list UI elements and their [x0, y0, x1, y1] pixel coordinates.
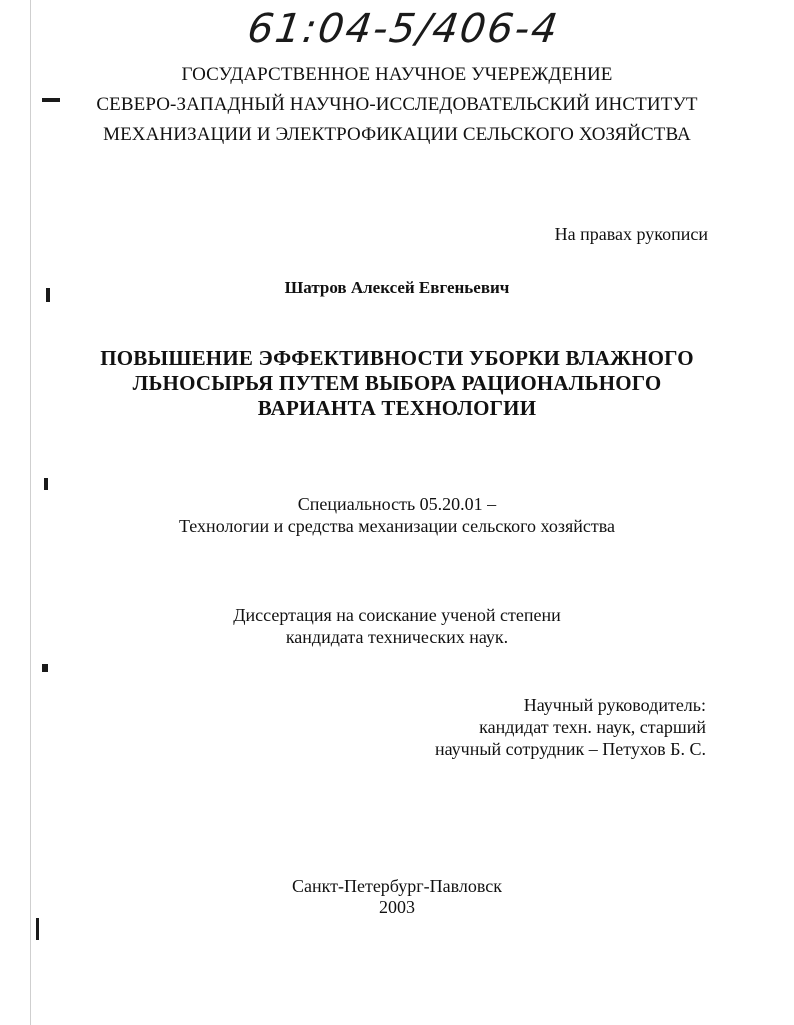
scan-mark: [42, 664, 48, 672]
scan-mark: [36, 918, 39, 940]
title-line-2: ЛЬНОСЫРЬЯ ПУТЕМ ВЫБОРА РАЦИОНАЛЬНОГО: [132, 371, 662, 395]
author-name: Шатров Алексей Евгеньевич: [284, 278, 510, 297]
institution-line-1: ГОСУДАРСТВЕННОЕ НАУЧНОЕ УЧЕРЕЖДЕНИЕ: [181, 64, 613, 85]
title-line-3: ВАРИАНТА ТЕХНОЛОГИИ: [257, 396, 537, 420]
dissertation-line-1: Диссертация на соискание ученой степени: [233, 605, 561, 625]
scan-mark: [44, 478, 48, 490]
publication-year: 2003: [379, 897, 415, 917]
title-line-1: ПОВЫШЕНИЕ ЭФФЕКТИВНОСТИ УБОРКИ ВЛАЖНОГО: [100, 346, 694, 370]
supervisor-line-3: научный сотрудник – Петухов Б. С.: [434, 739, 706, 759]
institution-line-3: МЕХАНИЗАЦИИ И ЭЛЕКТРОФИКАЦИИ СЕЛЬСКОГО ХОЗЯЙСТВА: [103, 124, 691, 145]
dissertation-line-2: кандидата технических наук.: [285, 627, 509, 647]
specialty-line-1: Специальность 05.20.01 –: [297, 494, 497, 514]
specialty-line-2: Технологии и средства механизации сельского хозяйства: [179, 516, 615, 536]
publication-place: Санкт-Петербург-Павловск: [291, 876, 503, 896]
supervisor-line-1: Научный руководитель:: [523, 695, 706, 715]
handwritten-archive-code: 61:04-5/406-4: [244, 6, 563, 52]
manuscript-note: На правах рукописи: [554, 224, 708, 244]
institution-line-2: СЕВЕРО-ЗАПАДНЫЙ НАУЧНО-ИССЛЕДОВАТЕЛЬСКИЙ ИНСТИТУТ: [96, 94, 698, 115]
supervisor-line-2: кандидат техн. наук, старший: [479, 717, 706, 737]
